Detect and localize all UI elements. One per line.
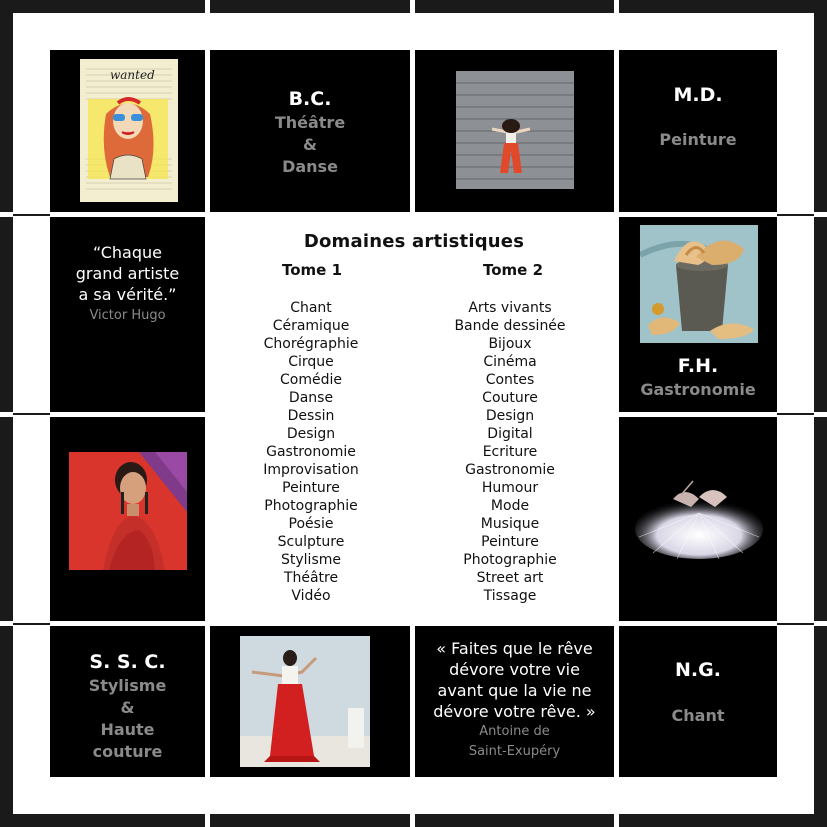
bc-initials: B.C. — [288, 88, 332, 110]
tome2-item: Ecriture — [482, 444, 538, 460]
tome1-item: Dessin — [287, 408, 335, 424]
tome1-item: Poésie — [288, 516, 334, 532]
ng-initials: N.G. — [675, 659, 721, 681]
tile-md — [619, 50, 777, 212]
tome2-item: Humour — [481, 480, 539, 496]
tome2-item: Photographie — [463, 552, 557, 568]
se-quote-line4: dévore votre rêve. » — [433, 702, 596, 721]
se-quote-line3: avant que la vie ne — [437, 681, 592, 700]
tile-bc — [210, 50, 410, 212]
tile-smiling-woman — [50, 417, 205, 621]
smiling-woman-image — [69, 452, 187, 570]
tile-hugo-quote — [50, 217, 205, 412]
domains-title: Domaines artistiques — [303, 231, 525, 252]
tome2-column — [425, 261, 595, 605]
tome1-item: Cirque — [288, 354, 334, 370]
tile-tutu — [619, 417, 777, 621]
tile-wanted-portrait — [50, 50, 205, 212]
bread-bucket-image — [640, 225, 758, 343]
bc-domain-line1: Théâtre — [274, 113, 346, 132]
tome2-item: Design — [485, 408, 535, 424]
tile-fh — [619, 217, 777, 412]
hugo-quote-line1: “Chaque — [93, 243, 162, 262]
bc-domain-line3: Danse — [282, 157, 338, 176]
tome1-item: Stylisme — [281, 552, 341, 568]
tome2-item: Bande dessinée — [454, 318, 566, 334]
tome1-heading: Tome 1 — [282, 261, 343, 279]
se-author-line2: Saint-Exupéry — [468, 744, 561, 759]
tome2-item: Peinture — [481, 534, 539, 550]
tome1-item: Théâtre — [283, 570, 339, 586]
tome2-item: Mode — [490, 498, 530, 514]
tome1-column — [226, 261, 396, 605]
ssc-domain-line3: Haute — [100, 720, 155, 739]
hugo-author: Victor Hugo — [89, 308, 166, 323]
tome2-item: Bijoux — [488, 336, 532, 352]
tome2-item: Musique — [480, 516, 540, 532]
tome1-item: Céramique — [272, 318, 350, 334]
tile-saint-exupery-quote — [415, 626, 614, 777]
tome1-item: Chant — [290, 300, 332, 316]
tile-dancer-photo — [415, 50, 614, 212]
tile-red-dress-photo — [210, 626, 410, 777]
tome2-item: Cinéma — [483, 354, 537, 370]
ssc-domain-line4: couture — [92, 742, 163, 761]
tome1-item: Chorégraphie — [263, 336, 359, 352]
se-author-line1: Antoine de — [479, 724, 550, 739]
tome2-item: Tissage — [483, 588, 537, 604]
tile-ssc — [50, 626, 205, 777]
fh-initials: F.H. — [677, 355, 719, 377]
tile-ng — [619, 626, 777, 777]
tome2-item: Street art — [476, 570, 544, 586]
wanted-drawing-image — [80, 59, 178, 202]
tome1-item: Comédie — [280, 372, 342, 388]
ng-domain: Chant — [671, 706, 725, 725]
wanted-label: wanted — [110, 68, 155, 82]
md-domain: Peinture — [659, 130, 737, 149]
tome1-item: Improvisation — [263, 462, 359, 478]
tome2-item: Couture — [482, 390, 538, 406]
tome1-item: Danse — [288, 390, 334, 406]
tome2-item: Digital — [487, 426, 533, 442]
bc-domain-line2: & — [303, 135, 317, 154]
tome1-item: Sculpture — [277, 534, 345, 550]
se-quote-line1: « Faites que le rêve — [436, 639, 593, 658]
hugo-quote-line3: a sa vérité.” — [78, 285, 177, 304]
tome1-item: Design — [286, 426, 336, 442]
ssc-domain-line2: & — [120, 698, 135, 717]
se-quote-line2: dévore votre vie — [449, 660, 580, 679]
tome2-heading: Tome 2 — [483, 261, 544, 279]
md-initials: M.D. — [673, 84, 723, 106]
tome1-item: Gastronomie — [266, 444, 356, 460]
tome2-item: Arts vivants — [468, 300, 552, 316]
tome1-item: Photographie — [264, 498, 358, 514]
red-dress-woman-image — [240, 636, 370, 767]
tutu-image — [633, 477, 765, 567]
domains-panel — [211, 217, 617, 623]
tome1-item: Peinture — [282, 480, 340, 496]
tome1-item: Vidéo — [291, 588, 331, 604]
ssc-initials: S. S. C. — [89, 651, 166, 673]
dancer-on-wood-image — [456, 71, 574, 189]
tome2-item: Contes — [485, 372, 535, 388]
tome2-item: Gastronomie — [465, 462, 555, 478]
hugo-quote-line2: grand artiste — [75, 264, 180, 283]
fh-domain: Gastronomie — [640, 380, 756, 399]
ssc-domain-line1: Stylisme — [88, 676, 167, 695]
